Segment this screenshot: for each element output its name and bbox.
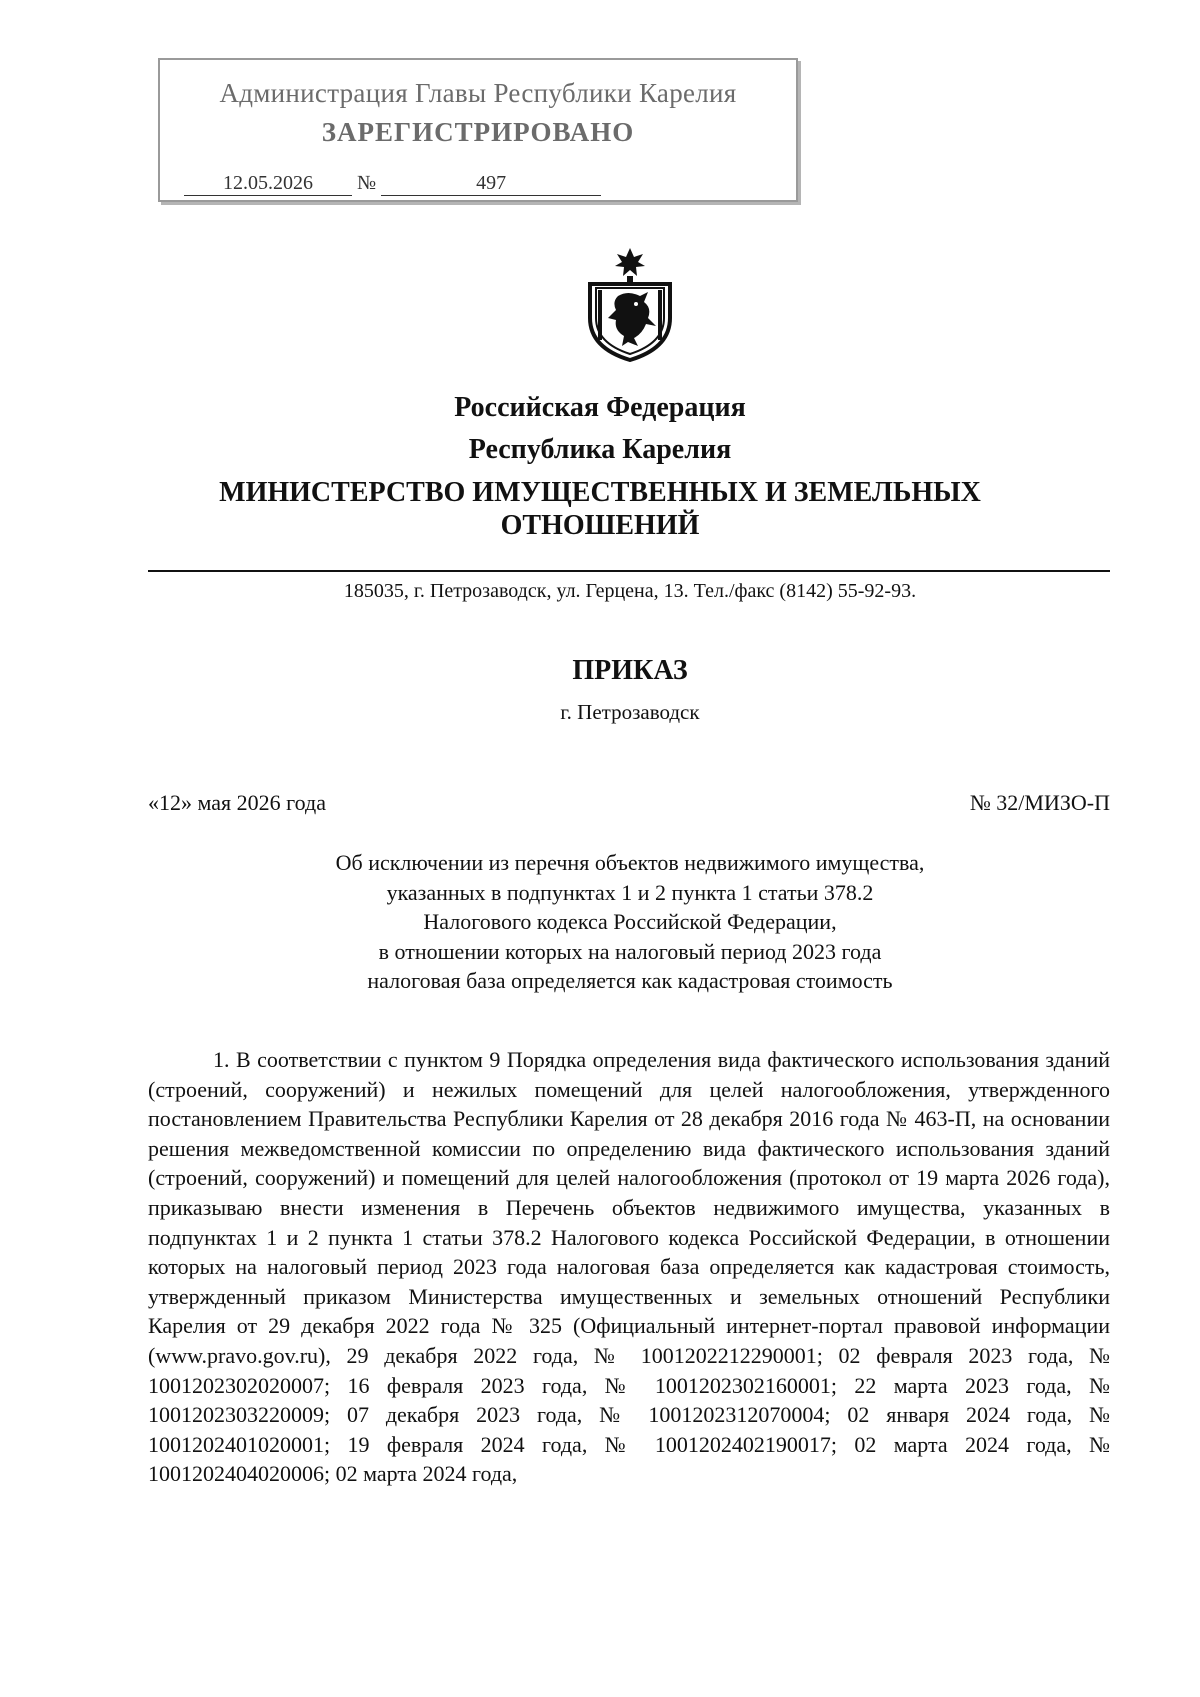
order-subject <box>0 848 1200 996</box>
header-ministry <box>0 476 1200 542</box>
ministry-address: 185035, г. Петрозаводск, ул. Герцена, 13. Тел./факс (8142) 55-92-93. <box>343 580 917 602</box>
subject-line: в отношении которых на налоговый период 2023 года <box>378 938 882 964</box>
stamp-authority: Администрация Главы Республики Карелия <box>219 78 737 108</box>
stamp-registration-line <box>184 172 601 196</box>
registration-stamp <box>158 58 798 202</box>
header-country: Российская Федерация <box>454 392 746 423</box>
stamp-status: ЗАРЕГИСТРИРОВАНО <box>321 117 635 147</box>
order-date: «12» мая 2026 года <box>148 790 326 815</box>
body-paragraph-1: 1. В соответствии с пунктом 9 Порядка определения вида фактического использования зданий (строений, сооружений) и нежилых помещений для целей налогообложения, утвержденного постановлением Правительства Республики Карелия от 28 декабря 2016 года № 463-П, на основании решения межведомственной комиссии по определению вида фактического использования зданий (строений, сооружений) и помещений для целей налогообложения (протокол от 19 марта 2026 года), приказываю внести изменения в Перечень объектов недвижимого имущества, указанных в подпунктах 1 и 2 пункта 1 статьи 378.2 Налогового кодекса Российской Федерации, в отношении которых на налоговый период 2023 года налоговая база определяется как кадастровая стоимость, утвержденный приказом Министерства имущественных и земельных отношений Республики Карелия от 29 декабря 2022 года № 325 (Официальный интернет-портал правовой информации (www.pravo.gov.ru), 29 декабря 2022 года, № 1001202212290001; 02 февраля 2023 года, № 1001202302020007; 16 февраля 2023 года, № 1001202302160001; 22 марта 2023 года, № 1001202303220009; 07 декабря 2023 года, № 1001202312070004; 02 января 2024 года, № 1001202401020001; 19 февраля 2024 года, № 1001202402190017; 02 марта 2024 года, № 1001202404020006; 02 марта 2024 года, <box>148 1047 1110 1487</box>
order-number: № 32/МИЗО-П <box>969 790 1110 815</box>
subject-line: налоговая база определяется как кадастровая стоимость <box>367 968 893 993</box>
subject-line: Налогового кодекса Российской Федерации, <box>423 909 837 934</box>
stamp-reg-date: 12.05.2026 <box>184 172 352 196</box>
order-title: ПРИКАЗ <box>572 655 688 686</box>
subject-line: Об исключении из перечня объектов недвижимого имущества, <box>335 850 925 875</box>
ministry-line-1: МИНИСТЕРСТВО ИМУЩЕСТВЕННЫХ И ЗЕМЕЛЬНЫХ <box>219 477 981 508</box>
header-region: Республика Карелия <box>468 434 732 465</box>
stamp-reg-number: 497 <box>381 172 601 196</box>
order-city: г. Петрозаводск <box>560 700 700 724</box>
stamp-reg-no-label: № <box>357 172 377 194</box>
order-body <box>148 1045 1110 1489</box>
header-divider <box>148 570 1110 572</box>
subject-line: указанных в подпунктах 1 и 2 пункта 1 статьи 378.2 <box>386 879 874 905</box>
karelia-coat-of-arms-icon <box>582 248 678 362</box>
ministry-line-2: ОТНОШЕНИЙ <box>500 510 700 541</box>
